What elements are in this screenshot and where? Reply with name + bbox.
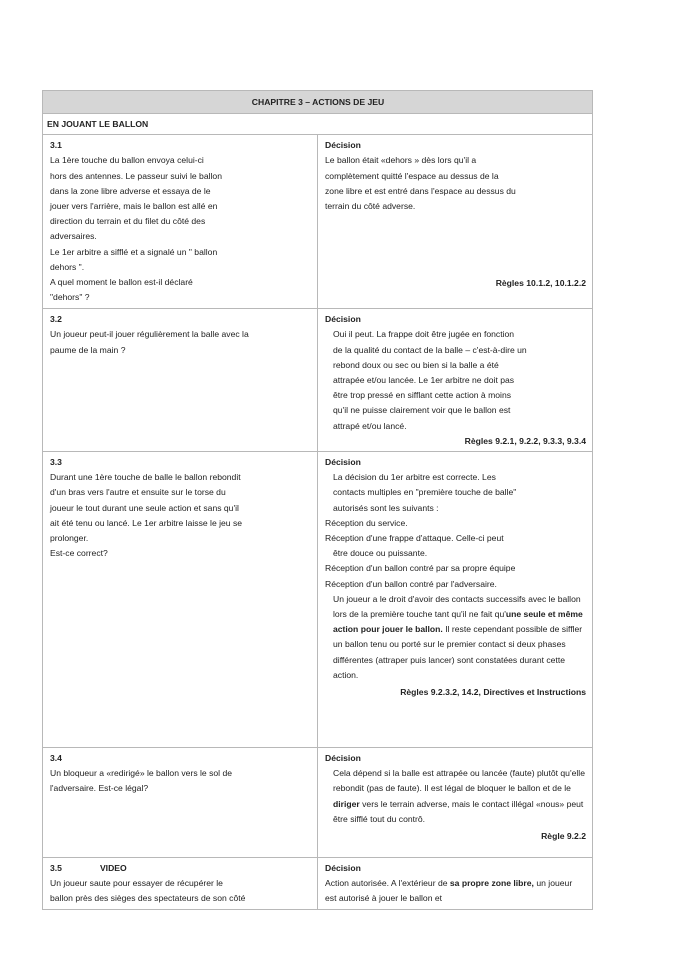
question-line: jouer vers l'arrière, mais le ballon est allé en (50, 201, 218, 212)
decision-text-part: Action autorisée. A l'extérieur de (325, 878, 450, 889)
decision-line: Le ballon était «dehors » dès lors qu'il a (325, 155, 477, 166)
decision-text (325, 153, 586, 214)
decision-line: autorisés sont les suivants : (333, 502, 439, 513)
case-number: 3.4 (50, 753, 62, 764)
decision-paragraph (325, 592, 586, 683)
decision-line: Oui il peut. La frappe doit être jugée en fonction (333, 329, 515, 340)
case-number: 3.1 (50, 140, 62, 151)
decision-line: rebond doux ou sec ou bien si la balle a été (333, 359, 499, 370)
section-header-row (43, 114, 593, 135)
decision-line: terrain du côté adverse. (325, 201, 416, 212)
question-line: Durant une 1ère touche de balle le ballon rebondit (50, 472, 241, 483)
decision-list-item: Réception du service. (325, 517, 408, 528)
decision-line: zone libre et est entré dans l'espace au dessus du (325, 185, 516, 196)
decision-line: être trop pressé en sifflant cette action à moins (333, 390, 512, 401)
question-cell (43, 452, 318, 748)
decision-cell (318, 309, 593, 452)
chapter-header-row (43, 91, 593, 114)
case-row (43, 452, 593, 748)
section-title: EN JOUANT LE BALLON (43, 114, 593, 135)
question-cell (43, 748, 318, 858)
decision-label: Décision (325, 457, 361, 468)
question-line: paume de la main ? (50, 344, 126, 355)
question-cell (43, 135, 318, 309)
decision-list-item: Réception d'une frappe d'attaque. Celle-ci peut (325, 533, 504, 544)
case-number (50, 861, 311, 876)
decision-list-item: Réception d'un ballon contré par sa propre équipe (325, 563, 516, 574)
decision-cell (318, 858, 593, 910)
rule-reference: Règles 9.2.1, 9.2.2, 9.3.3, 9.3.4 (464, 435, 586, 446)
question-line: La 1ère touche du ballon envoya celui-ci (50, 155, 204, 166)
question-line: A quel moment le ballon est-il déclaré (50, 277, 193, 288)
rule-reference: Règle 9.2.2 (541, 831, 586, 842)
decision-list-item: Réception d'un ballon contré par l'adversaire. (325, 578, 497, 589)
chapter-title: CHAPITRE 3 – ACTIONS DE JEU (43, 91, 593, 114)
decision-line: qu'il ne puisse clairement voir que le ballon est (333, 405, 511, 416)
decision-text-bold: diriger (333, 798, 360, 809)
question-line: "dehors" ? (50, 292, 90, 303)
decision-line: de la qualité du contact de la balle – c'est-à-dire un (333, 344, 527, 355)
case-row (43, 309, 593, 452)
question-cell (43, 858, 318, 910)
question-line: Un joueur saute pour essayer de récupérer le (50, 878, 223, 889)
decision-label: Décision (325, 140, 361, 151)
question-line: joueur le tout durant une seule action et sans qu'il (50, 502, 239, 513)
question-line: adversaires. (50, 231, 97, 242)
rule-reference: Règles 9.2.3.2, 14.2, Directives et Instructions (400, 687, 586, 698)
question-line: Un joueur peut-il jouer régulièrement la balle avec la (50, 329, 249, 340)
question-cell (43, 309, 318, 452)
decision-line: La décision du 1er arbitre est correcte. Les (333, 472, 496, 483)
rule-reference: Règles 10.1.2, 10.1.2.2 (495, 278, 586, 289)
decision-label: Décision (325, 314, 361, 325)
question-line: prolonger. (50, 533, 89, 544)
question-line: Est-ce correct? (50, 548, 108, 559)
question-line: d'un bras vers l'autre et ensuite sur le torse du (50, 487, 226, 498)
question-line: ballon près des sièges des spectateurs de son côté (50, 893, 246, 904)
decision-list-item: être douce ou puissante. (333, 548, 428, 559)
question-line: Le 1er arbitre a sifflé et a signalé un " ballon (50, 246, 218, 257)
decision-line: attrapée et/ou lancée. Le 1er arbitre ne doit pas (333, 375, 515, 386)
decision-cell (318, 748, 593, 858)
question-line: Un bloqueur a «redirigé» le ballon vers le sol de (50, 768, 233, 779)
case-number: 3.3 (50, 457, 62, 468)
decision-text-part: un joueur est autorisé à jouer le ballon et (325, 878, 573, 904)
case-row (43, 858, 593, 910)
decision-line: attrapé et/ou lancé. (333, 420, 407, 431)
decision-line: complètement quitté l'espace au dessus de la (325, 170, 499, 181)
decision-cell (318, 452, 593, 748)
decision-text-part: Il reste cependant possible de siffler un ballon tenu ou porté sur le premier contact si deux phases différentes (attraper puis lancer) sont constatées durant cette action. (333, 624, 583, 680)
case-row (43, 748, 593, 858)
question-line: direction du terrain et du filet du côté des (50, 216, 206, 227)
case-number: 3.2 (50, 314, 62, 325)
decision-label: Décision (325, 753, 361, 764)
case-row (43, 135, 593, 309)
decision-text-bold: sa propre zone libre, (449, 878, 534, 889)
decision-paragraph (325, 876, 586, 906)
case-number-text: 3.5 (50, 863, 62, 874)
decision-text-part: Un joueur a le droit d'avoir des contacts successifs avec le ballon lors de la première touche tant qu'il ne fait qu' (333, 593, 581, 620)
video-label: VIDEO (99, 863, 127, 874)
decision-text-part: vers le terrain adverse, mais le contact illégal «nous» peut être sifflé tout du contrô. (333, 798, 584, 824)
question-text (50, 153, 311, 305)
decision-label: Décision (325, 863, 361, 874)
rules-casebook-table (42, 90, 593, 910)
decision-paragraph (325, 766, 586, 827)
decision-text-bold: une seule et même action pour jouer le ballon. (333, 609, 583, 635)
decision-line: contacts multiples en "première touche de balle" (333, 487, 517, 498)
decision-text-part: Cela dépend si la balle est attrapée ou lancée (faute) plutôt qu'elle rebondit (pas de faute). Il est légal de bloquer le ballon et de le (333, 768, 585, 794)
question-line: hors des antennes. Le passeur suivi le ballon (50, 170, 222, 181)
question-line: dans la zone libre adverse et essaya de le (50, 185, 211, 196)
question-line: ait été tenu ou lancé. Le 1er arbitre laisse le jeu se (50, 517, 243, 528)
decision-cell (318, 135, 593, 309)
question-line: l'adversaire. Est-ce légal? (50, 783, 149, 794)
question-line: dehors ". (50, 261, 85, 272)
